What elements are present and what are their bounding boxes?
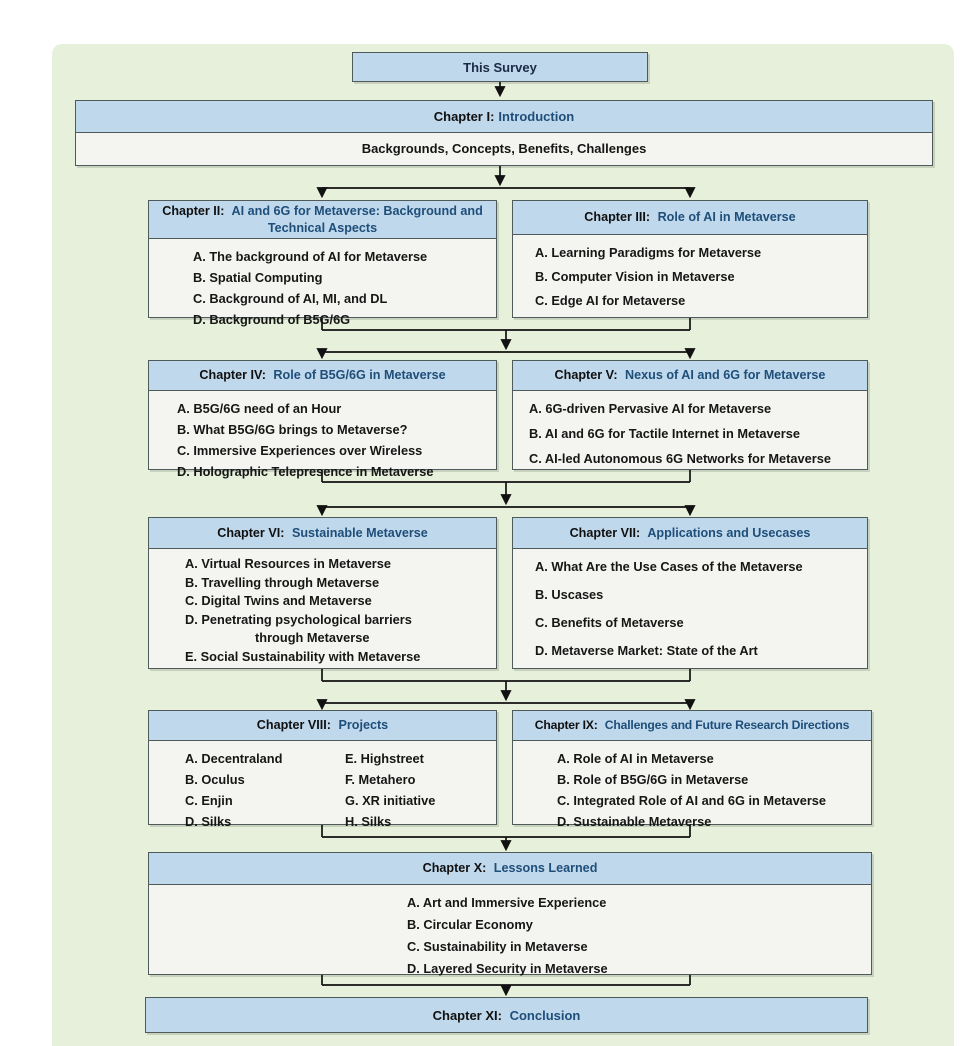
- this-survey-box: [352, 52, 648, 82]
- chapter8-right-items: [345, 749, 496, 833]
- chapter1-body: Backgrounds, Concepts, Benefits, Challenges: [361, 141, 647, 156]
- list-item: A. Art and Immersive Experience: [407, 895, 607, 910]
- list-item: B. What B5G/6G brings to Metaverse?: [177, 422, 408, 437]
- chapter4-items: [149, 391, 496, 481]
- list-item: D. Background of B5G/6G: [193, 312, 351, 327]
- chapter11-box: [145, 997, 868, 1033]
- chapter10-title: Lessons Learned: [493, 861, 598, 875]
- list-item: B. Spatial Computing: [193, 270, 323, 285]
- chapter2-items: [149, 239, 496, 329]
- chapter2-box: [148, 200, 497, 327]
- list-item: C. Digital Twins and Metaverse: [185, 593, 372, 609]
- chapter5-title: Nexus of AI and 6G for Metaverse: [625, 368, 826, 382]
- list-item: D. Silks: [185, 814, 232, 829]
- chapter5-prefix: Chapter V:: [554, 368, 618, 382]
- chapter10-header: [149, 853, 871, 885]
- chapter11-prefix: Chapter XI:: [432, 1007, 502, 1023]
- chapter4-prefix: Chapter IV:: [199, 368, 266, 382]
- chapter10-box: [148, 852, 872, 975]
- list-item: E. Social Sustainability with Metaverse: [185, 648, 421, 664]
- chapter4-header: [149, 361, 496, 391]
- list-item: A. B5G/6G need of an Hour: [177, 401, 342, 416]
- list-item: B. Uscases: [535, 587, 604, 602]
- chapter6-title: Sustainable Metaverse: [291, 525, 428, 540]
- list-item: A. 6G-driven Pervasive AI for Metaverse: [529, 401, 772, 416]
- chapter10-prefix: Chapter X:: [422, 861, 487, 875]
- list-item: D. Holographic Telepresence in Metaverse: [177, 464, 434, 479]
- list-item: D. Metaverse Market: State of the Art: [535, 643, 758, 658]
- chapter9-title: Challenges and Future Research Directions: [604, 718, 850, 733]
- chapter6-header: [149, 518, 496, 549]
- chapter7-items: [513, 549, 867, 660]
- chapter7-title: Applications and Usecases: [647, 525, 811, 540]
- chapter3-box: [512, 200, 868, 318]
- list-item: B. Role of B5G/6G in Metaverse: [557, 772, 749, 787]
- chapter8-left-items: [185, 749, 345, 833]
- list-item: H. Silks: [345, 814, 392, 829]
- chapter11-title: Conclusion: [509, 1007, 581, 1023]
- list-item: A. Virtual Resources in Metaverse: [185, 556, 392, 571]
- list-item: C. Edge AI for Metaverse: [535, 293, 686, 308]
- chapter8-header: [149, 711, 496, 741]
- chapter9-box: [512, 710, 872, 829]
- list-item: C. Sustainability in Metaverse: [407, 939, 588, 954]
- chapter4-box: [148, 360, 497, 479]
- chapter7-box: [512, 517, 868, 669]
- chapter8-title: Projects: [338, 718, 389, 732]
- chapter5-box: [512, 360, 868, 470]
- chapter7-header: [513, 518, 867, 549]
- chapter1-prefix: Chapter I:: [433, 108, 495, 124]
- chapter2-header: [149, 201, 496, 239]
- chapter6-items: [149, 549, 496, 667]
- list-item: A. Learning Paradigms for Metaverse: [535, 245, 762, 260]
- list-item: B. Computer Vision in Metaverse: [535, 269, 735, 284]
- chapter5-items: [513, 391, 867, 468]
- chapter6-box: [148, 517, 497, 669]
- list-item: B. Oculus: [185, 772, 245, 787]
- list-item: A. Role of AI in Metaverse: [557, 751, 714, 766]
- chapter3-items: [513, 235, 867, 310]
- list-item: A. What Are the Use Cases of the Metaverse: [535, 559, 803, 574]
- chapter2-title: AI and 6G for Metaverse: Background and Technical Aspects: [231, 203, 483, 235]
- chapter3-title: Role of AI in Metaverse: [657, 210, 796, 224]
- chapter3-prefix: Chapter III:: [584, 210, 651, 224]
- list-item: D. Layered Security in Metaverse: [407, 961, 608, 976]
- list-item: C. Integrated Role of AI and 6G in Metaverse: [557, 793, 827, 808]
- list-item: B. AI and 6G for Tactile Internet in Metaverse: [529, 426, 800, 441]
- chapter10-items: [149, 885, 871, 978]
- this-survey-label: This Survey: [463, 59, 537, 75]
- chapter9-prefix: Chapter IX:: [534, 718, 598, 733]
- chapter6-prefix: Chapter VI:: [217, 525, 285, 540]
- list-item: E. Highstreet: [345, 751, 424, 766]
- chapter1-header: [76, 101, 932, 133]
- chapter8-box: [148, 710, 497, 829]
- list-item: D. Penetrating psychological barriers through Metaverse: [185, 611, 412, 646]
- list-item: F. Metahero: [345, 772, 416, 787]
- chapter5-header: [513, 361, 867, 391]
- list-item: B. Travelling through Metaverse: [185, 574, 380, 590]
- chapter9-header: [513, 711, 871, 741]
- chapter3-header: [513, 201, 867, 235]
- chapter2-prefix: Chapter II:: [162, 203, 225, 218]
- list-item: B. Circular Economy: [407, 917, 533, 932]
- list-item: C. AI-led Autonomous 6G Networks for Metaverse: [529, 451, 831, 466]
- list-item: D. Sustainable Metaverse: [557, 814, 712, 829]
- chapter4-title: Role of B5G/6G in Metaverse: [273, 368, 446, 382]
- chapter9-items: [513, 741, 871, 831]
- chapter8-body: [149, 741, 496, 833]
- list-item: G. XR initiative: [345, 793, 436, 808]
- list-item: A. Decentraland: [185, 751, 283, 766]
- list-item: A. The background of AI for Metaverse: [193, 249, 428, 264]
- list-item: C. Background of AI, MI, and DL: [193, 291, 388, 306]
- list-item: C. Immersive Experiences over Wireless: [177, 443, 423, 458]
- list-item: C. Enjin: [185, 793, 233, 808]
- chapter1-title: Introduction: [498, 108, 575, 124]
- chapter1-box: [75, 100, 933, 166]
- list-item: C. Benefits of Metaverse: [535, 615, 684, 630]
- chapter7-prefix: Chapter VII:: [569, 525, 641, 540]
- chapter8-prefix: Chapter VIII:: [256, 718, 331, 732]
